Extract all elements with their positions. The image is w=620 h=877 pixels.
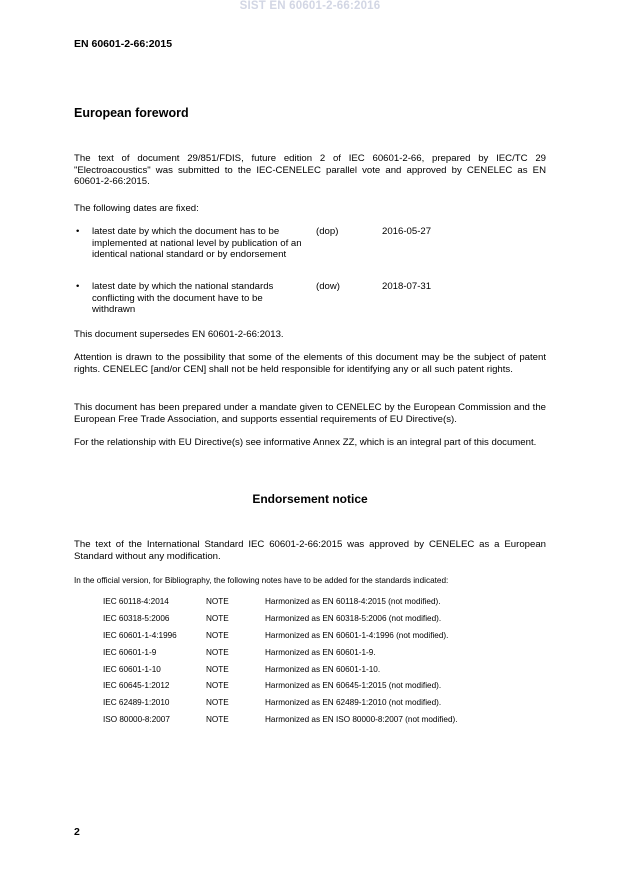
document-id: EN 60601-2-66:2015 bbox=[74, 38, 173, 50]
bullet-icon: • bbox=[76, 226, 80, 237]
note-text-cell: Harmonized as EN 62489-1:2010 (not modified). bbox=[265, 698, 442, 708]
note-text-cell: Harmonized as EN 60118-4:2015 (not modified). bbox=[265, 597, 441, 606]
note-text-cell: Harmonized as EN ISO 80000-8:2007 (not modified). bbox=[265, 715, 458, 725]
note-type-cell: NOTE bbox=[206, 715, 229, 725]
note-text-cell: Harmonized as EN 60601-1-9. bbox=[265, 647, 376, 657]
note-text-cell: Harmonized as EN 60601-1-4:1996 (not modified). bbox=[265, 630, 449, 640]
note-type-cell: NOTE bbox=[206, 664, 229, 674]
mandate-paragraph: This document has been prepared under a mandate given to CENELEC by the European Commission and the European Free Trade Association, and supports essential requirements of EU Directive(s). bbox=[74, 402, 546, 425]
date-item-abbr: (dow) bbox=[316, 281, 340, 292]
note-text-cell: Harmonized as EN 60645-1:2015 (not modified). bbox=[265, 681, 442, 691]
directive-paragraph: For the relationship with EU Directive(s) see informative Annex ZZ, which is an integral part of this document. bbox=[74, 437, 537, 448]
standard-cell: IEC 60601-1-4:1996 bbox=[103, 630, 177, 640]
date-item-date: 2018-07-31 bbox=[382, 281, 432, 292]
standard-cell: IEC 60601-1-9 bbox=[103, 647, 157, 657]
date-item-text: latest date by which the national standards conflicting with the document have to be withdrawn bbox=[92, 281, 274, 316]
note-type-cell: NOTE bbox=[206, 681, 229, 691]
dates-intro: The following dates are fixed: bbox=[74, 203, 199, 214]
standard-cell: IEC 60645-1:2012 bbox=[103, 681, 170, 691]
foreword-paragraph: The text of document 29/851/FDIS, future edition 2 of IEC 60601-2-66, prepared by IEC/TC 29 "Electroacoustics" was submitted to the IEC-CENELEC parallel vote and approved by CENELEC as EN 60601-2-66:2015. bbox=[74, 153, 546, 188]
standard-cell: IEC 62489-1:2010 bbox=[103, 698, 170, 708]
note-type-cell: NOTE bbox=[206, 698, 229, 708]
note-type-cell: NOTE bbox=[206, 597, 229, 606]
date-item-abbr: (dop) bbox=[316, 226, 339, 237]
bullet-icon: • bbox=[76, 281, 80, 292]
attention-paragraph: Attention is drawn to the possibility that some of the elements of this document may be the subject of patent rights. CENELEC [and/or CEN] shall not be held responsible for identifying any or all such patent rights. bbox=[74, 352, 546, 375]
standard-cell: IEC 60318-5:2006 bbox=[103, 613, 170, 623]
page-number: 2 bbox=[74, 826, 80, 838]
standard-cell: IEC 60601-1-10 bbox=[103, 664, 161, 674]
endorsement-paragraph: The text of the International Standard IEC 60601-2-66:2015 was approved by CENELEC as a European Standard without any modification. bbox=[74, 539, 546, 562]
date-item-text: latest date by which the document has to be implemented at national level by publication of an identical national standard or by endorsement bbox=[92, 226, 302, 261]
endorsement-title: Endorsement notice bbox=[252, 492, 368, 506]
note-type-cell: NOTE bbox=[206, 647, 229, 657]
watermark: SIST EN 60601-2-66:2016 bbox=[239, 0, 381, 12]
note-type-cell: NOTE bbox=[206, 630, 229, 640]
notes-intro: In the official version, for Bibliography, the following notes have to be added for the standards indicated: bbox=[74, 576, 449, 585]
note-text-cell: Harmonized as EN 60318-5:2006 (not modified). bbox=[265, 613, 442, 623]
foreword-title: European foreword bbox=[74, 106, 189, 120]
standard-cell: ISO 80000-8:2007 bbox=[103, 715, 170, 725]
note-text-cell: Harmonized as EN 60601-1-10. bbox=[265, 664, 381, 674]
supersedes-paragraph: This document supersedes EN 60601-2-66:2013. bbox=[74, 329, 284, 340]
date-item-date: 2016-05-27 bbox=[382, 226, 432, 237]
note-type-cell: NOTE bbox=[206, 613, 229, 623]
standard-cell: IEC 60118-4:2014 bbox=[103, 597, 169, 606]
